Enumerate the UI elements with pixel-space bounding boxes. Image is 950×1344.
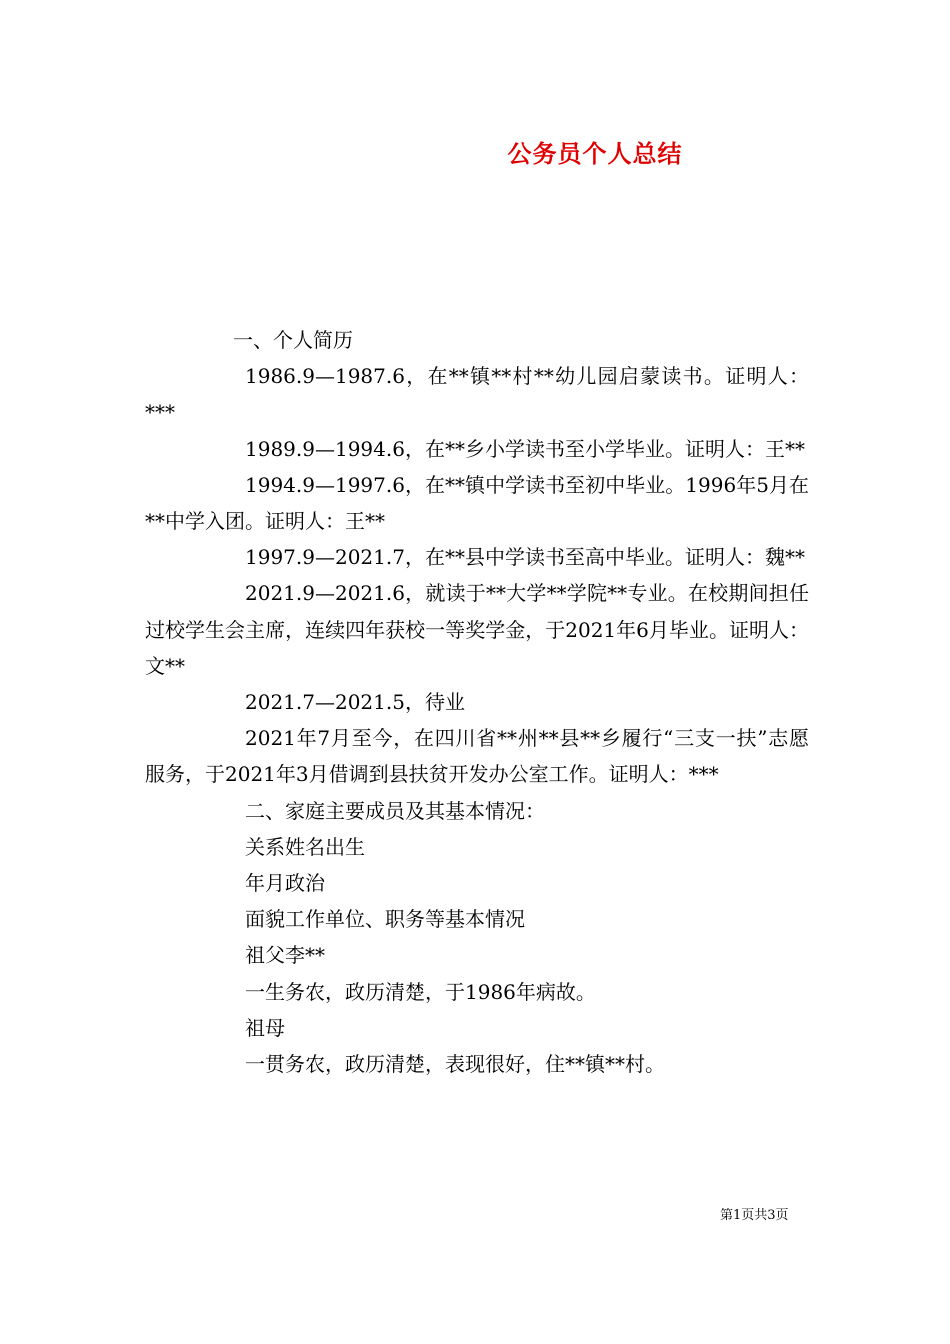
resume-entry-6: 2021.7—2021.5，待业 <box>245 690 465 715</box>
family-line: 关系姓名出生 <box>245 834 365 859</box>
document-body <box>145 322 809 1082</box>
family-line: 祖母 <box>245 1015 285 1040</box>
resume-entry-4: 1997.9—2021.7，在**县中学读书至高中毕业。证明人：魏** <box>245 545 805 570</box>
family-line: 年月政治 <box>245 871 325 896</box>
resume-entry-2: 1989.9—1994.6，在**乡小学读书至小学毕业。证明人：王** <box>245 436 805 461</box>
resume-entry-7: 2021年7月至今，在四川省**州**县**乡履行“三支一扶”志愿服务，于2021年3月借调到县扶贫开发办公室工作。证明人：*** <box>145 726 809 787</box>
resume-entry-5: 2021.9—2021.6，就读于**大学**学院**专业。在校期间担任过校学生会主席，连续四年获校一等奖学金，于2021年6月毕业。证明人：文** <box>145 581 809 678</box>
family-line: 祖父李** <box>245 943 325 968</box>
family-line: 一贯务农，政历清楚，表现很好，住**镇**村。 <box>245 1052 665 1077</box>
family-line: 面貌工作单位、职务等基本情况 <box>245 907 525 932</box>
resume-entry-1: 1986.9—1987.6，在**镇**村**幼儿园启蒙读书。证明人：*** <box>145 364 809 425</box>
family-line: 一生务农，政历清楚，于1986年病故。 <box>245 979 596 1004</box>
page-number-footer: 第1页共3页 <box>720 1208 789 1223</box>
document-title: 公务员个人总结 <box>507 139 683 168</box>
section-heading-resume: 一、个人简历 <box>233 328 353 352</box>
section-heading-family: 二、家庭主要成员及其基本情况： <box>245 798 545 823</box>
resume-entry-3: 1994.9—1997.6，在**镇中学读书至初中毕业。1996年5月在**中学入团。证明人：王** <box>145 472 809 534</box>
